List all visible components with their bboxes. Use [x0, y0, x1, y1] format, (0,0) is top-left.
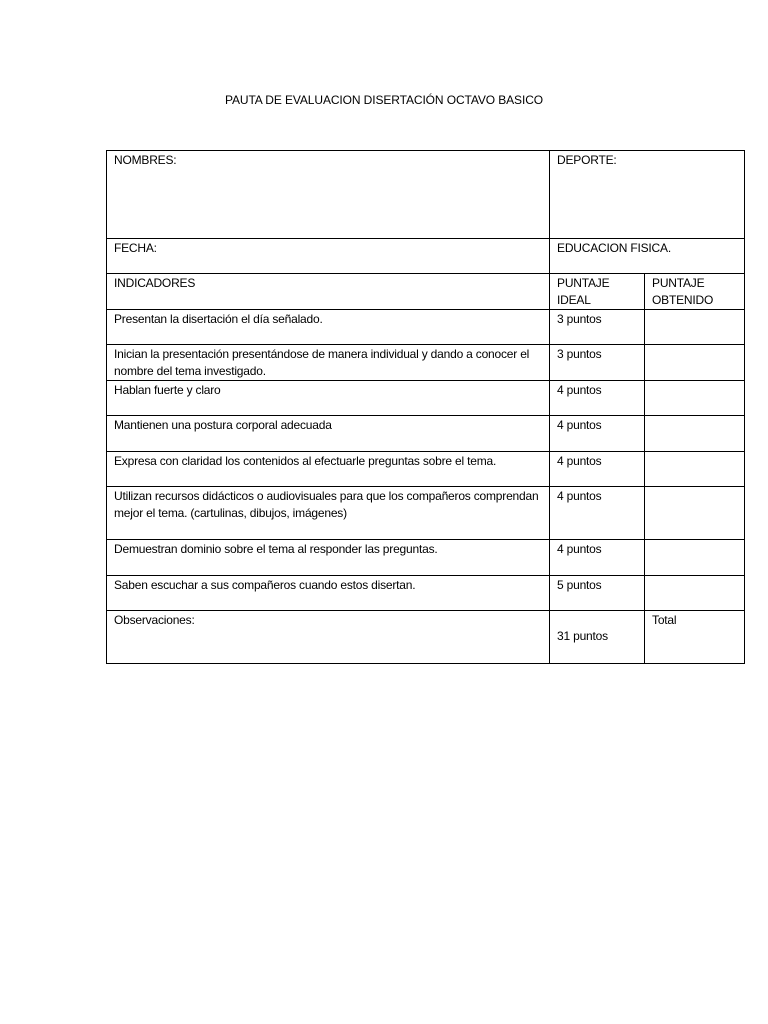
ideal-score: 4 puntos: [550, 416, 645, 452]
observaciones-field[interactable]: Observaciones:: [107, 611, 550, 664]
obtained-score-cell[interactable]: [645, 416, 745, 452]
indicator-text: Inician la presentación presentándose de manera individual y dando a conocer el nombre del tema investigado.: [107, 345, 550, 381]
obtained-score-cell[interactable]: [645, 540, 745, 576]
obtained-score-cell[interactable]: [645, 345, 745, 381]
header-puntaje-obtenido: PUNTAJE OBTENIDO: [645, 274, 745, 310]
indicator-text: Expresa con claridad los contenidos al efectuarle preguntas sobre el tema.: [107, 452, 550, 487]
ideal-score: 4 puntos: [550, 381, 645, 416]
table-row: [107, 576, 745, 611]
table-row: [107, 310, 745, 345]
column-header-row: [107, 274, 745, 310]
deporte-field[interactable]: DEPORTE:: [550, 151, 745, 239]
footer-row: [107, 611, 745, 664]
table-row: [107, 452, 745, 487]
nombres-field[interactable]: NOMBRES:: [107, 151, 550, 239]
subject-label: EDUCACION FISICA.: [550, 239, 745, 274]
table-row: [107, 540, 745, 576]
ideal-score: 5 puntos: [550, 576, 645, 611]
obtained-score-cell[interactable]: [645, 310, 745, 345]
obtained-score-cell[interactable]: [645, 576, 745, 611]
obtained-score-cell[interactable]: [645, 452, 745, 487]
header-indicadores: INDICADORES: [107, 274, 550, 310]
ideal-score: 4 puntos: [550, 452, 645, 487]
names-row: [107, 151, 745, 239]
total-field[interactable]: Total: [645, 611, 745, 664]
ideal-score: 3 puntos: [550, 310, 645, 345]
date-row: [107, 239, 745, 274]
header-puntaje-ideal: PUNTAJE IDEAL: [550, 274, 645, 310]
table-row: [107, 487, 745, 540]
indicator-text: Presentan la disertación el día señalado.: [107, 310, 550, 345]
indicator-text: Hablan fuerte y claro: [107, 381, 550, 416]
ideal-score: 4 puntos: [550, 487, 645, 540]
indicator-text: Saben escuchar a sus compañeros cuando estos disertan.: [107, 576, 550, 611]
fecha-field[interactable]: FECHA:: [107, 239, 550, 274]
evaluation-table: [106, 150, 745, 664]
obtained-score-cell[interactable]: [645, 381, 745, 416]
obtained-score-cell[interactable]: [645, 487, 745, 540]
indicator-text: Demuestran dominio sobre el tema al responder las preguntas.: [107, 540, 550, 576]
table-row: [107, 345, 745, 381]
ideal-score: 3 puntos: [550, 345, 645, 381]
ideal-score: 4 puntos: [550, 540, 645, 576]
table-row: [107, 381, 745, 416]
total-ideal-score: 31 puntos: [550, 611, 645, 664]
indicator-text: Utilizan recursos didácticos o audiovisuales para que los compañeros comprendan mejor el tema. (cartulinas, dibujos, imágenes): [107, 487, 550, 540]
document-title: PAUTA DE EVALUACION DISERTACIÓN OCTAVO BASICO: [224, 93, 543, 107]
indicator-text: Mantienen una postura corporal adecuada: [107, 416, 550, 452]
table-row: [107, 416, 745, 452]
